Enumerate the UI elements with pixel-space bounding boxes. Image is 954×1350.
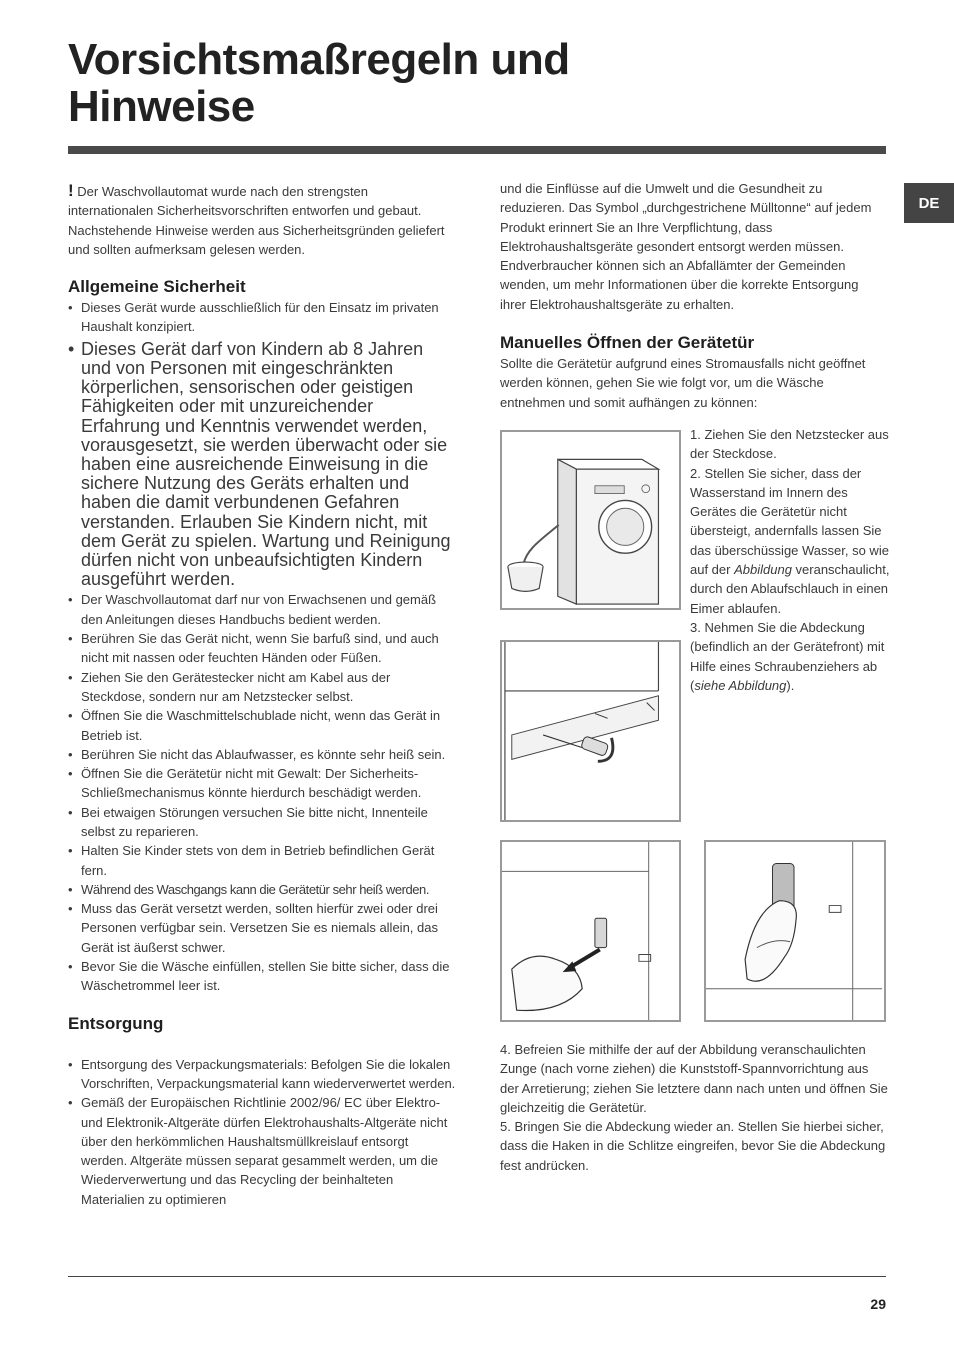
title-divider [68,146,886,154]
list-item: • Halten Sie Kinder stets von dem in Betrieb befindlichen Gerät fern. [68,841,456,880]
intro-paragraph [68,181,456,259]
step-2-text-a: 2. Stellen Sie sicher, dass der Wasserstand im Innern des Gerätes die Gerätetür nicht übersteigt, andernfalls lassen Sie das überschüssige Wasser, so wie auf der [690,465,889,578]
list-item: • Berühren Sie nicht das Ablaufwasser, es könnte sehr heiß sein. [68,745,456,764]
figure-remove-cover [500,640,681,822]
list-item: • Gemäß der Europäischen Richtlinie 2002/96/ EC über Elektro- und Elektronik-Altgeräte dürfen Elektrohaushalts-Altgeräte nicht über den herkömmlichen Haushaltsmüllkreislauf entsorgt werden. Altgeräte müssen separat gesammelt werden, um die Wiederverwertung und das Recycling der beinhalteten Materialien zu optimieren [68,1093,456,1209]
step-1: 1. Ziehen Sie den Netzstecker aus der Steckdose. [690,427,889,462]
heading-allgemeine-sicherheit: Allgemeine Sicherheit [68,277,246,297]
left-column [68,181,456,1209]
washing-machine-drain-illustration [502,432,679,608]
entsorgung-list [68,1055,456,1209]
page-number: 29 [870,1296,886,1312]
figure-tension-release [704,840,886,1022]
heading-manuelles-oeffnen: Manuelles Öffnen der Gerätetür [500,333,755,353]
figure-pull-tab [500,840,681,1022]
page-title-line-1: Vorsichtsmaßregeln und [68,35,570,84]
list-item-children-warning: • Dieses Gerät darf von Kindern ab 8 Jahren und von Personen mit eingeschränkten körperlichen, sensorischen oder geistigen Fähigkeiten oder mit unzureichender Erfahrung und Kenntnis verwendet werden, vorausgesetzt, sie werden überwacht oder sie haben eine ausreichende Einweisung in die sichere Nutzung des Geräts erhalten und haben die damit verbundenen Gefahren verstanden. Erlauben Sie Kindern nicht, mit dem Gerät zu spielen. Wartung und Reinigung dürfen nicht von unbeaufsichtigten Kindern ausgeführt werden. [68,340,456,590]
steps-text [690,425,890,695]
screwdriver-cover-illustration [502,642,679,820]
list-item: • Der Waschvollautomat darf nur von Erwachsenen und gemäß den Anleitungen dieses Handbuchs bedient werden. [68,590,456,629]
allgemeine-list [68,298,456,995]
figure-drain-bucket [500,430,681,610]
list-item: • Muss das Gerät versetzt werden, sollten hierfür zwei oder drei Personen verfügbar sein. Versetzen Sie es niemals allein, das Gerät ist äußerst schwer. [68,899,456,957]
step-2-text-b: veranschaulicht, durch den Ablaufschlauch in einen Eimer ablaufen. [690,562,890,616]
footer-divider [68,1276,886,1277]
step-3-emphasis: siehe Abbildung [694,677,787,693]
step-3-text-b: ). [786,677,795,693]
intro-text: Der Waschvollautomat wurde nach den strengsten internationalen Sicherheitsvorschriften entworfen und gebaut. Nachstehende Hinweise werden aus Sicherheitsgründen geliefert und sollten aufmerksam gelesen werden. [68,184,445,257]
list-item: • Berühren Sie das Gerät nicht, wenn Sie barfuß sind, und auch nicht mit nassen oder feuchten Händen oder Füßen. [68,629,456,668]
list-item: • Öffnen Sie die Waschmittelschublade nicht, wenn das Gerät in Betrieb ist. [68,706,456,745]
steps-continued [500,1040,890,1175]
page-title-line-2: Hinweise [68,82,255,131]
list-item: • Öffnen Sie die Gerätetür nicht mit Gewalt: Der Sicherheits-Schließmechanismus könnte hierdurch beschädigt werden. [68,764,456,803]
page-title [68,36,570,130]
entsorgung-continuation: und die Einflüsse auf die Umwelt und die Gesundheit zu reduzieren. Das Symbol „durchgestrichene Mülltonne“ auf jedem Produkt erinnert Sie an Ihre Verpflichtung, dass Elektrohaushaltsgeräte gesondert entsorgt werden müssen. Endverbraucher können sich an Abfallämter der Gemeinden wenden, um mehr Informationen über die korrekte Entsorgung ihrer Elektrohaushaltsgeräte zu erhalten. [500,181,872,312]
step-3-text-a: 3. Nehmen Sie die Abdeckung (befindlich an der Gerätefront) mit Hilfe eines Schraubenziehers ab ( [690,619,885,693]
step-2-emphasis: Abbildung [734,562,792,578]
step-4: 4. Befreien Sie mithilfe der auf der Abbildung veranschaulichten Zunge (nach vorne ziehen) die Kunststoff-Spannvorrichtung aus der Arretierung; ziehen Sie letztere dann nach unten und öffnen Sie gleichzeitig die Gerätetür. [500,1042,888,1115]
step-2 [690,464,890,618]
list-item: • Dieses Gerät wurde ausschließlich für den Einsatz im privaten Haushalt konzipiert. [68,298,456,337]
list-item: • Entsorgung des Verpackungsmaterials: Befolgen Sie die lokalen Vorschriften, Verpackungsmaterial kann wiederverwertet werden. [68,1055,456,1094]
list-item: • Bei etwaigen Störungen versuchen Sie bitte nicht, Innenteile selbst zu reparieren. [68,803,456,842]
heading-entsorgung: Entsorgung [68,1013,164,1033]
step-5: 5. Bringen Sie die Abdeckung wieder an. Stellen Sie hierbei sicher, dass die Haken in die Schlitze eingreifen, bevor Sie die Abdeckung fest andrücken. [500,1119,886,1173]
pull-tab-illustration [502,842,679,1020]
list-item: • Während des Waschgangs kann die Gerätetür sehr heiß werden. [68,880,456,899]
right-column [500,179,886,412]
warning-icon: ! [68,181,74,200]
language-tab: DE [904,183,954,223]
list-item: • Bevor Sie die Wäsche einfüllen, stellen Sie bitte sicher, dass die Wäschetrommel leer ist. [68,957,456,996]
step-3 [690,618,890,695]
manuell-intro: Sollte die Gerätetür aufgrund eines Stromausfalls nicht geöffnet werden können, gehen Sie wie folgt vor, um die Wäsche entnehmen und somit aufhängen zu können: [500,356,866,410]
hand-release-illustration [706,842,884,1020]
list-item: • Ziehen Sie den Gerätestecker nicht am Kabel aus der Steckdose, sondern nur am Netzstecker selbst. [68,668,456,707]
